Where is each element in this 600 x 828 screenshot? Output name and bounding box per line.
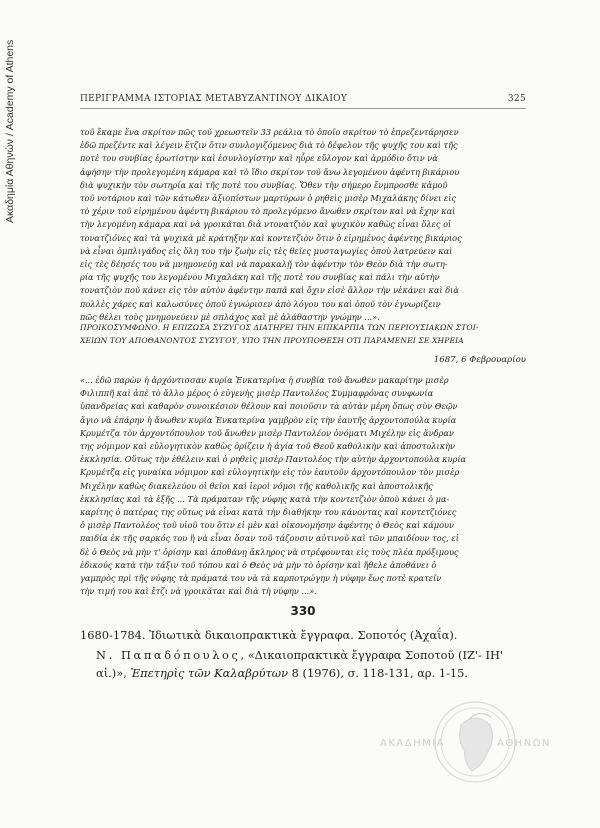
- text-line: εἰς τὲς δέησές του νὰ μνημονεύῃ καὶ νὰ παρακαλῇ τὸν ἀφέντην τὸν Θεὸν διὰ τὴν σωτη-: [80, 259, 448, 270]
- text-line: δὲ ὁ Θεὸς νὰ μὴν τ' ὁρίσην καὶ ἀποθάνῃ ἄκληρος νὰ στρέφουνται εἰς τοὺς πλέα πρόξιμους: [80, 546, 459, 557]
- text-line: τοῦ ἔκαμε ἕνα σκρίτον πῶς τοῦ χρεωστεῖν 33 ρεάλια τὸ ὁποῖο σκρίτον τὸ ἐπρεζεντάρησεν: [80, 127, 459, 137]
- text-line: ποτὲ του συνβίας ἐρωτίστην καὶ ἐσυνλογίστην καὶ ηὗρε εὔλογον καὶ ἁρμόδιο ὅτιν νὰ: [80, 153, 438, 164]
- text-line: ὑπανδρείας καὶ καθαρὸν συνοικέσιον θέλουν καὶ ποιοῦσιν τὰ αὐτὰν μέρη ὅπως σὺν Θεῷν: [80, 401, 458, 412]
- text-line: Κρυμέτζα εἰς γυναίκα νόμιμον καὶ εὐλογητικὴν εἰς τὸν ἑαυτοῦν ἀρχοντόπουλον τὸν μισὲρ: [80, 467, 460, 478]
- header-rule: [80, 108, 526, 109]
- text-line: νὰ εἶναι ὀμπλιγάδος εἰς ὅλη του τὴν ζωὴν εἰς τὲς θεῖες μυσταγωγίες ὁποὺ λατρεύειν καὶ: [80, 245, 453, 256]
- text-line: της νόμιμον καὶ εὐλογητικὸν καθὼς ὁρίζειν ἡ ἁγία τοῦ Θεοῦ καθολικὴν καὶ ἀποστολικὴν: [80, 441, 455, 452]
- text-line: διὰ ψυχικὴν τὸν σωτηρία καὶ τῆς ποτὲ του συνβίας. Ὅθεν τὴν σήμερο ἔνμπροσθε κἀμοῦ: [80, 179, 448, 190]
- text-line: πῶς θέλει τοὺς μνημονεύειν μὲ σπλάχος καὶ μὲ ἀλάθαστην γνώμην ...».: [80, 311, 380, 322]
- citation-title: , «Δικαιοπρακτικὰ ἔγγραφα Σοποτοῦ (ΙΖ'- ΙΗ': [240, 648, 504, 662]
- watermark-text-left: ΑΚΑΔΗΜΙΑ: [380, 738, 446, 749]
- text-line: «... ἐδῶ παρὼν ἡ ἀρχόντισσαν κυρία Ἐνκατερίνα ἡ συνβία τοῦ ἄνωθεν μακαρίτην μισὲρ: [80, 375, 449, 385]
- section-title: [80, 322, 526, 347]
- document-date: 1687, 6 Φεβρουαρίου: [433, 355, 526, 365]
- section-title-line: ΠΡΟΙΚΟΣΥΜΦΩΝΟ. Η ΕΠΙΖΩΣΑ ΣΥΖΥΓΟΣ ΔΙΑΤΗΡΕΙ ΤΗΝ ΕΠΙΚΑΡΠΙΑ ΤΩΝ ΠΕΡΙΟΥΣΙΑΚΩΝ ΣΤΟΙ-: [80, 323, 479, 332]
- text-line: ἐδικούς κατὰ τὴν τάξιν τοῦ τόπου καὶ ὁ Θεὸς νὰ μὴν τὸ ὁρίσην καὶ ἤθελε ἀποθάνει ὁ: [80, 559, 437, 570]
- citation-author: Ν. Παπαδόπουλος: [96, 648, 241, 662]
- text-line: παιδία ἐκ τῆς σαρκός του ἢ νὰ εἶναι ὅσαν τοῦ τάζουσιν αὐτινοῦ καὶ τῶν μπαιδίουν τος, εἰ: [80, 533, 459, 544]
- text-line: τὸ χέριν τοῦ εἰρημένου ἀφέντη βικάριου τὸ προλεγόμενο ἄνωθεν σκρίτον καὶ νὰ ἔχην καὶ: [80, 206, 456, 217]
- text-line: Κρυμέτζα τὸν ἀρχοντόπουλον τοῦ ἄνωθεν μισὲρ Παντολέον ὀνόματι Μιχέλην εἰς ἄνδραν: [80, 427, 454, 438]
- page-number: 325: [507, 94, 526, 104]
- text-line: τὴν τιμή του καὶ ἔτζι νὰ γροικᾶται καὶ διὰ τὴ νύφην ...».: [80, 586, 317, 597]
- paragraph-continuation: [80, 126, 526, 324]
- text-line: ἐκκλησία. Οὕτως τὴν ἐθέλειν καὶ ὁ ρηθεὶς μισὲρ Παντολέος τὴν αὐτὴν ἀρχοντοπούλα κυρία: [80, 454, 467, 465]
- running-header: [80, 94, 526, 108]
- entry-citation-line: [96, 666, 468, 680]
- text-line: ἐδῶ πρεζέντε καὶ λέγειν ἔτζιν ὅτιν συνλογιζόμενος διὰ τὸ δέφελον τῆς ψυχῆς του καὶ τῆς: [80, 140, 458, 151]
- citation-details: 8 (1976), σ. 118-131, αρ. 1-15.: [288, 666, 469, 680]
- entry-citation-line: [96, 648, 503, 662]
- text-line: ρία τῆς ψυχῆς του λεγομένου Μιχαλάκη καὶ τῆς ποτὲ του συνβίας καὶ πάλι τὴν αὐτὴν: [80, 272, 440, 283]
- section-title-line: ΧΕΙΩΝ ΤΟΥ ΑΠΟΘΑΝΟΝΤΟΣ ΣΥΖΥΓΟΥ, ΥΠΟ ΤΗΝ ΠΡΟΥΠΟΘΕΣΗ ΟΤΙ ΠΑΡΑΜΕΝΕΙ ΣΕ ΧΗΡΕΙΑ: [80, 335, 464, 345]
- citation-title-end: αἰ.)»,: [96, 666, 131, 680]
- entry-number: 330: [290, 604, 316, 618]
- text-line: ὁ μισὲρ Παντολέος τοῦ υἱοῦ του ὅτιν εἰ μὲν καὶ οἰκονομήσην ἀφέντης ὁ Θεὸς καὶ κάμουν: [80, 520, 454, 531]
- text-line: τὴν λεγομένη κάμαρα καὶ νὰ γροικᾶται διὰ ντονατζιὸν καὶ ψυχικὸν καθὼς εἶναι ὅλες οἱ: [80, 219, 452, 230]
- text-line: πολλὲς χάρες καὶ καλωσύνες ὁποῦ ἐγνώρισεν ἀπὸ λόγου του καὶ ὁποῦ τὸν ἐγνωρίζειν: [80, 298, 441, 309]
- running-title: ΠΕΡΙΓΡΑΜΜΑ ΙΣΤΟΡΙΑΣ ΜΕΤΑΒΥΖΑΝΤΙΝΟΥ ΔΙΚΑΙΟΥ: [80, 94, 348, 104]
- text-line: ἐκκλησίας καὶ τὰ ἑξῆς ... Τὰ πράματαν τῆς νύφης κατὰ τὴν κοντετζιὸν ὁποὺ κάνει ὁ μα-: [80, 493, 450, 504]
- text-line: ἀφήσην τὴν προλεγομένη κάμαρα καὶ τὸ ἴδιο σκρίτον τοῦ ἄνω λεγομένου ἀφέντη βικάριου: [80, 166, 460, 177]
- text-line: τονατζιὸν ποῦ κάνει εἰς τὸν αὐτὸν ἀφέντην παπᾶ καὶ ὄχιν εἰσὲ ἄλλον τὴν νἐκάνει καὶ διὰ: [80, 285, 459, 296]
- text-line: Φιλιππῆ καὶ ἀπὲ τὸ ἄλλο μέρος ὁ εὐγενὴς μισὲρ Παντολέος Συμμαφρόνας συνφωνία: [80, 388, 434, 399]
- text-line: τονατζιόνες καὶ τὰ ψυχικὰ μὲ κράτηξην καὶ κοντετζιὸν ὅτιν ὁ εἰρημένος ἀφέντης βικάριος: [80, 232, 462, 243]
- text-line: τοῦ νοτάριου καὶ τῶν κάτωθεν ἀξιοπίστων μαρτύρων ὁ ρηθεὶς μισὲρ Μιχαλάκης δίνει εἰς: [80, 193, 457, 204]
- citation-journal: Ἐπετηρὶς τῶν Καλαβρύτων: [130, 666, 289, 680]
- entry-heading: 1680-1784. Ἰδιωτικὰ δικαιοπρακτικὰ ἔγγραφα. Σοποτός (Ἀχαΐα).: [80, 628, 458, 642]
- text-line: γαμπρὸς πρὶ τῆς νύφης τὰ πράματά του νὰ τὰ καρποτρώγην ἡ νύφην ἕως ποτὲ κρατεῖν: [80, 573, 442, 584]
- text-line: καρίτης ὁ πατέρας της οὕτως νὰ εἶναι κατὰ τὴν διαθήκην του κάνοντας καὶ κοντετζιόνες: [80, 507, 457, 518]
- text-line: Μιχέλην καθὼς διακελεύου οἱ θεῖοι καὶ ἱεροὶ νόμοι τῆς καθολικῆς καὶ ἀποστολικῆς: [80, 480, 433, 491]
- paragraph-document: [80, 374, 526, 598]
- watermark-text-right: ΑΘΗΝΩΝ: [497, 738, 551, 749]
- side-label: Ακαδημία Αθηνών / Academy of Athens: [4, 40, 16, 224]
- text-line: ἅγιο νὰ ἐπάρην ἡ ἄνωθεν κυρία Ἐνκατερίνα γαμβρὸν εἰς τὴν ἑαυτῆς ἀρχοντοπούλα κυρία: [80, 414, 457, 425]
